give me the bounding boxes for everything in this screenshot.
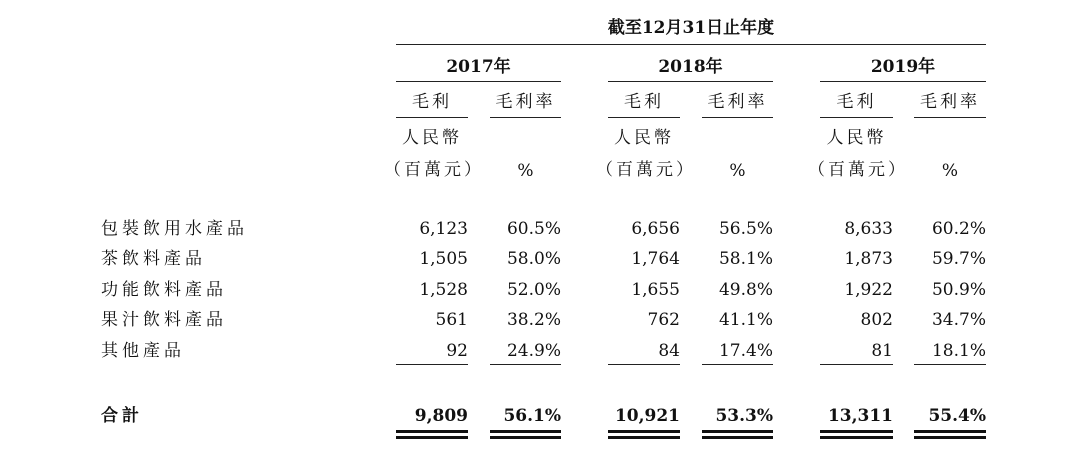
total-double-rule-top bbox=[396, 430, 468, 433]
cell-gross-margin: 41.1% bbox=[718, 310, 773, 330]
cell-gross-profit: 762 bbox=[647, 310, 680, 330]
year-rule-2017 bbox=[396, 81, 561, 82]
unit-currency: 人民幣 bbox=[402, 128, 462, 148]
total-gross-profit: 9,809 bbox=[414, 406, 468, 426]
total-gross-profit: 13,311 bbox=[827, 406, 893, 426]
cell-gross-margin: 60.2% bbox=[931, 219, 986, 239]
cell-gross-profit: 84 bbox=[658, 341, 680, 361]
cell-gross-margin: 60.5% bbox=[506, 219, 561, 239]
row-label: 果汁飲料產品 bbox=[101, 310, 227, 330]
subtotal-rule bbox=[608, 364, 680, 365]
unit-percent: % bbox=[729, 161, 746, 181]
total-gross-profit: 10,921 bbox=[614, 406, 680, 426]
unit-currency-millions: （百萬元） bbox=[596, 160, 696, 180]
cell-gross-margin: 50.9% bbox=[931, 280, 986, 300]
cell-gross-margin: 18.1% bbox=[931, 341, 986, 361]
col-header-rule bbox=[702, 117, 773, 118]
total-double-rule-bottom bbox=[914, 436, 986, 439]
cell-gross-margin: 56.5% bbox=[718, 219, 773, 239]
year-rule-2019 bbox=[820, 81, 986, 82]
col-header-gross-margin: 毛利率 bbox=[707, 92, 768, 112]
cell-gross-profit: 1,528 bbox=[419, 280, 468, 300]
cell-gross-margin: 58.0% bbox=[506, 249, 561, 269]
total-double-rule-top bbox=[820, 430, 893, 433]
total-double-rule-bottom bbox=[396, 436, 468, 439]
subtotal-rule bbox=[914, 364, 986, 365]
cell-gross-profit: 92 bbox=[446, 341, 468, 361]
total-gross-margin: 55.4% bbox=[928, 406, 986, 426]
unit-percent: % bbox=[941, 161, 959, 181]
cell-gross-profit: 1,764 bbox=[631, 249, 680, 269]
col-header-gross-profit: 毛利 bbox=[624, 92, 664, 112]
cell-gross-margin: 49.8% bbox=[718, 280, 773, 300]
col-header-rule bbox=[820, 117, 893, 118]
cell-gross-margin: 38.2% bbox=[506, 310, 561, 330]
cell-gross-margin: 34.7% bbox=[931, 310, 986, 330]
cell-gross-profit: 8,633 bbox=[844, 219, 893, 239]
row-label: 包裝飲用水產品 bbox=[101, 219, 248, 239]
total-gross-margin: 56.1% bbox=[503, 406, 561, 426]
total-double-rule-bottom bbox=[490, 436, 561, 439]
subtotal-rule bbox=[820, 364, 893, 365]
col-header-rule bbox=[608, 117, 680, 118]
cell-gross-margin: 24.9% bbox=[506, 341, 561, 361]
unit-currency-millions: （百萬元） bbox=[384, 160, 484, 180]
total-double-rule-bottom bbox=[608, 436, 680, 439]
total-double-rule-top bbox=[702, 430, 773, 433]
total-double-rule-bottom bbox=[820, 436, 893, 439]
cell-gross-profit: 1,505 bbox=[419, 249, 468, 269]
col-header-rule bbox=[914, 117, 986, 118]
cell-gross-profit: 561 bbox=[435, 310, 468, 330]
total-gross-margin: 53.3% bbox=[715, 406, 773, 426]
cell-gross-margin: 59.7% bbox=[931, 249, 986, 269]
col-header-gross-profit: 毛利 bbox=[836, 92, 877, 112]
total-double-rule-bottom bbox=[702, 436, 773, 439]
total-double-rule-top bbox=[490, 430, 561, 433]
subtotal-rule bbox=[490, 364, 561, 365]
cell-gross-profit: 6,656 bbox=[631, 219, 680, 239]
row-label: 其他產品 bbox=[101, 341, 185, 361]
period-header: 截至12月31日止年度 bbox=[607, 18, 775, 38]
col-header-gross-profit: 毛利 bbox=[412, 92, 452, 112]
cell-gross-profit: 802 bbox=[860, 310, 893, 330]
cell-gross-profit: 1,873 bbox=[844, 249, 893, 269]
row-label: 功能飲料產品 bbox=[101, 280, 227, 300]
year-header-2017: 2017年 bbox=[446, 57, 511, 77]
col-header-gross-margin: 毛利率 bbox=[920, 92, 980, 112]
total-double-rule-top bbox=[608, 430, 680, 433]
cell-gross-margin: 52.0% bbox=[506, 280, 561, 300]
subtotal-rule bbox=[396, 364, 468, 365]
col-header-gross-margin: 毛利率 bbox=[495, 92, 556, 112]
year-header-2019: 2019年 bbox=[870, 57, 936, 77]
cell-gross-margin: 58.1% bbox=[718, 249, 773, 269]
unit-percent: % bbox=[517, 161, 534, 181]
unit-currency: 人民幣 bbox=[614, 128, 674, 148]
unit-currency: 人民幣 bbox=[826, 128, 887, 148]
col-header-rule bbox=[396, 117, 468, 118]
cell-gross-profit: 1,655 bbox=[631, 280, 680, 300]
year-rule-2018 bbox=[608, 81, 773, 82]
col-header-rule bbox=[490, 117, 561, 118]
unit-currency-millions: （百萬元） bbox=[808, 160, 908, 180]
cell-gross-profit: 1,922 bbox=[844, 280, 893, 300]
total-double-rule-top bbox=[914, 430, 986, 433]
subtotal-rule bbox=[702, 364, 773, 365]
cell-gross-profit: 81 bbox=[871, 341, 893, 361]
total-label: 合計 bbox=[101, 406, 143, 426]
cell-gross-margin: 17.4% bbox=[718, 341, 773, 361]
header-rule bbox=[396, 44, 986, 45]
row-label: 茶飲料產品 bbox=[101, 249, 206, 269]
cell-gross-profit: 6,123 bbox=[419, 219, 468, 239]
year-header-2018: 2018年 bbox=[658, 57, 723, 77]
